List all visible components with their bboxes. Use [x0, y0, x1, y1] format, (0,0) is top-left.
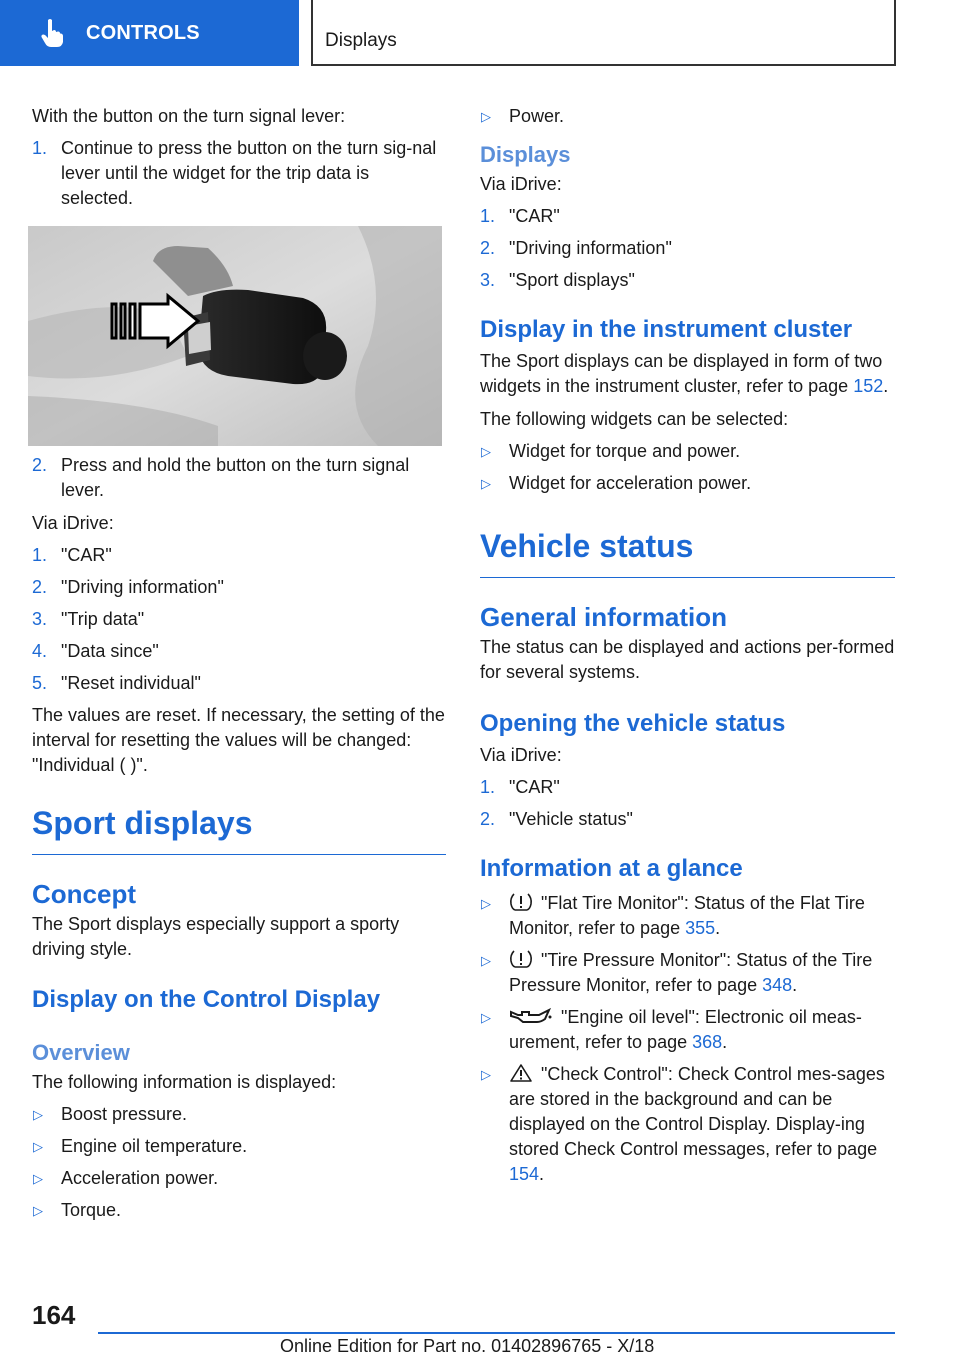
- list-item: 2. "Vehicle status": [480, 809, 633, 829]
- oil-can-icon: [509, 1006, 553, 1026]
- steps-a: [32, 136, 446, 211]
- tire-warning-icon: [509, 892, 533, 912]
- overview-heading: Overview: [32, 1040, 130, 1065]
- bullet-triangle-icon: ▷: [481, 476, 491, 491]
- vehicle-status-heading: Vehicle status: [480, 527, 895, 578]
- control-display-heading: Display on the Control Display: [32, 986, 381, 1013]
- list-item: ▷ "Tire Pressure Monitor": Status of the Tire Pressure Monitor, refer to page 348.: [481, 950, 873, 995]
- list-item: ▷ Torque.: [32, 1198, 446, 1223]
- opening-vehicle-status-heading: Opening the vehicle status: [480, 710, 786, 737]
- bullet-triangle-icon: ▷: [481, 109, 491, 124]
- page-link-348[interactable]: 348: [762, 975, 793, 995]
- list-item: 2. "Driving information": [32, 577, 224, 597]
- glance-list: [480, 891, 895, 1187]
- list-item: ▷ Widget for acceleration power.: [480, 471, 895, 496]
- edition-text: Online Edition for Part no. 01402896765 - X/18: [280, 1336, 655, 1356]
- list-item: 2. Press and hold the button on the turn signal lever.: [32, 455, 410, 500]
- list-item: ▷ "Engine oil level": Electronic oil meas-urement, refer to page 368.: [481, 1007, 862, 1052]
- information-glance-heading: Information at a glance: [480, 855, 743, 882]
- list-item: 1. Continue to press the button on the turn sig-nal lever until the widget for the trip data is selected.: [32, 138, 437, 208]
- right-column: [480, 104, 895, 1187]
- section-tab: [0, 0, 299, 66]
- header-frame: [311, 0, 896, 66]
- bullet-triangle-icon: ▷: [33, 1107, 43, 1122]
- overview-text: The following information is displayed:: [32, 1072, 337, 1092]
- list-item: 1. "CAR": [480, 777, 560, 797]
- page-link-154[interactable]: 154: [509, 1164, 540, 1184]
- steps-c: [32, 543, 446, 696]
- page-number: 164: [32, 1300, 76, 1330]
- cluster-text: The Sport displays can be displayed in form of two widgets in the instrument cluster, refer to page 152.: [480, 351, 889, 396]
- steps-b: [32, 453, 446, 503]
- list-item: ▷ Boost pressure.: [32, 1102, 446, 1127]
- bullet-triangle-icon: ▷: [481, 953, 491, 968]
- general-text: The status can be displayed and actions per-formed for several systems.: [480, 637, 895, 682]
- displays-heading: Displays: [480, 142, 571, 167]
- tire-warning-icon: [509, 949, 533, 969]
- list-item: 5. "Reset individual": [32, 673, 201, 693]
- list-item: 4. "Data since": [32, 641, 159, 661]
- intro-text: With the button on the turn signal lever:: [32, 106, 346, 126]
- reset-note: The values are reset. If necessary, the setting of the interval for resetting the values will be changed: "Individual ( )".: [32, 705, 445, 775]
- bullet-triangle-icon: ▷: [33, 1139, 43, 1154]
- footer-divider: [98, 1332, 895, 1334]
- list-item: 2. "Driving information": [480, 238, 672, 258]
- bullet-triangle-icon: ▷: [481, 896, 491, 911]
- concept-heading: Concept: [32, 879, 136, 909]
- power-list: [480, 104, 895, 129]
- list-item: ▷ "Flat Tire Monitor": Status of the Flat Tire Monitor, refer to page 355.: [481, 893, 865, 938]
- list-item: 3. "Trip data": [32, 609, 145, 629]
- via-idrive-label: Via iDrive:: [480, 745, 562, 765]
- via-idrive-label: Via iDrive:: [480, 174, 562, 194]
- bullet-triangle-icon: ▷: [33, 1171, 43, 1186]
- list-item: ▷ "Check Control": Check Control mes-sages are stored in the background and can be displayed on the Control Display. Display-ing stored Check Control messages, refer to page 154.: [481, 1064, 885, 1184]
- bullet-triangle-icon: ▷: [33, 1203, 43, 1218]
- section-label: CONTROLS: [86, 21, 200, 44]
- page-link-368[interactable]: 368: [692, 1032, 723, 1052]
- list-item: ▷ Power.: [480, 104, 895, 129]
- left-column: [32, 104, 446, 1223]
- warning-triangle-icon: [509, 1063, 533, 1083]
- list-item: 1. "CAR": [480, 206, 560, 226]
- list-item: ▷ Acceleration power.: [32, 1166, 446, 1191]
- via-idrive-label: Via iDrive:: [32, 513, 114, 533]
- bullet-triangle-icon: ▷: [481, 444, 491, 459]
- page-title: Displays: [325, 30, 397, 51]
- list-item: ▷ Widget for torque and power.: [480, 439, 895, 464]
- list-item: 3. "Sport displays": [480, 270, 635, 290]
- widget-list: [480, 439, 895, 496]
- page-link-355[interactable]: 355: [685, 918, 716, 938]
- pointing-hand-icon: [40, 18, 64, 48]
- list-item: ▷ Engine oil temperature.: [32, 1134, 446, 1159]
- bullet-triangle-icon: ▷: [481, 1067, 491, 1082]
- display-steps: [480, 204, 895, 293]
- concept-text: The Sport displays especially support a sporty driving style.: [32, 914, 400, 959]
- instrument-cluster-heading: Display in the instrument cluster: [480, 316, 853, 343]
- list-item: 1. "CAR": [32, 545, 112, 565]
- sport-displays-heading: Sport displays: [32, 804, 446, 855]
- page-link-152[interactable]: 152: [853, 376, 884, 396]
- general-information-heading: General information: [480, 602, 728, 632]
- bullet-triangle-icon: ▷: [481, 1010, 491, 1025]
- turn-signal-lever-image: [28, 226, 442, 446]
- overview-list: [32, 1102, 446, 1223]
- opening-steps: [480, 775, 895, 832]
- widgets-text: The following widgets can be selected:: [480, 409, 789, 429]
